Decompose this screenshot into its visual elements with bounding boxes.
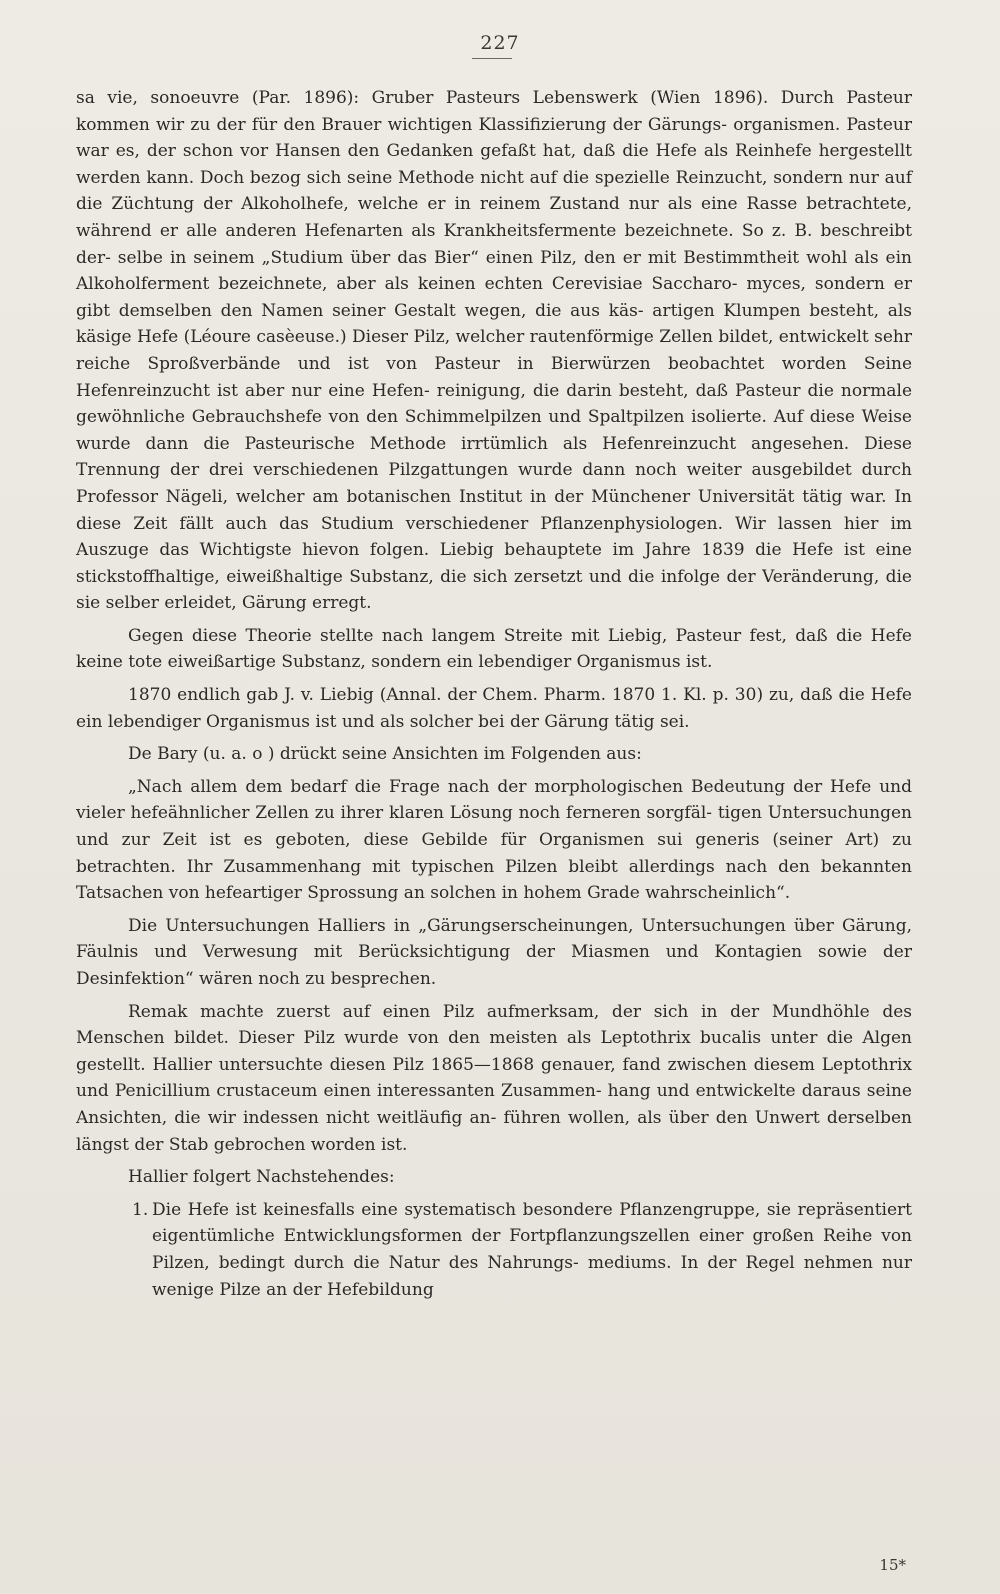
paragraph-liebig-1870: 1870 endlich gab J. v. Liebig (Annal. der Chem. Pharm. 1870 1. Kl. p. 30) zu, daß die Hefe ein lebendiger Organismus ist und als solcher bei der Gärung tätig sei. — [76, 685, 912, 732]
paragraph-remak: Remak machte zuerst auf einen Pilz aufmerksam, der sich in der Mundhöhle des Menschen bildet. Dieser Pilz wurde von den meisten als Leptothrix bucalis unter die Algen gestellt. Hallier untersuchte diesen Pilz 1865—1868 genauer, fand zwischen diesem Leptothrix und Penicillium crustaceum einen interessanten Zusammen- hang und entwickelte daraus seine Ansichten, die wir indessen nicht weitläufig an- führen wollen, als über den Unwert derselben längst der Stab gebrochen worden ist. — [76, 1001, 912, 1155]
paragraph-hallier-studies: Die Untersuchungen Halliers in „Gärungserscheinungen, Untersuchungen über Gärung, Fäulnis und Verwesung mit Berücksichtigung der Miasmen und Kontagien sowie der Desinfektion“ wären noch zu besprechen. — [76, 915, 912, 989]
paragraph-pasteur-theory: Gegen diese Theorie stellte nach langem Streite mit Liebig, Pasteur fest, daß die Hefe keine tote eiweißartige Substanz, sondern ein lebendiger Organismus ist. — [76, 625, 912, 673]
paragraph-hallier-conclusion: Hallier folgert Nachstehendes: — [128, 1167, 395, 1188]
paragraph-de-bary-quote: „Nach allem dem bedarf die Frage nach der morphologischen Bedeutung der Hefe und vieler hefeähnlicher Zellen zu ihrer klaren Lösung noch ferneren sorgfäl- tigen Untersuchungen und zur Zeit ist es geboten, diese Gebilde für Organismen sui generis (seiner Art) zu betrachten. Ihr Zusammenhang mit typischen Pilzen bleibt allerdings nach den bekannten Tatsachen von hefeartiger Sprossung an solchen in hohem Grade wahrscheinlich“. — [76, 776, 912, 904]
page-number-rule — [472, 58, 512, 59]
body-text — [76, 85, 912, 1303]
paragraph-continuation: sa vie, sonoeuvre (Par. 1896): Gruber Pasteurs Lebenswerk (Wien 1896). Durch Pasteur kommen wir zu der für den Brauer wichtigen Klassifizierung der Gärungs- organismen. Pasteur war es, der schon vor Hansen den Gedanken gefaßt hat, daß die Hefe als Reinhefe hergestellt werden kann. Doch bezog sich seine Methode nicht auf die spezielle Reinzucht, sondern nur auf die Züchtung der Alkoholhefe, welche er in reinem Zustand nur als eine Rasse betrachtete, während er alle anderen Hefenarten als Krankheitsfermente bezeichnete. So z. B. beschreibt der- selbe in seinem „Studium über das Bier“ einen Pilz, den er mit Bestimmtheit wohl als ein Alkoholferment bezeichnete, aber als keinen echten Cerevisiae Saccharo- myces, sondern er gibt demselben den Namen seiner Gestalt wegen, die aus käs- artigen Klumpen besteht, als käsige Hefe (Léoure casèeuse.) Dieser Pilz, welcher rautenförmige Zellen bildet, entwickelt sehr reiche Sproßverbände und ist von Pasteur in Bierwürzen beobachtet worden Seine Hefenreinzucht ist aber nur eine Hefen- reinigung, die darin besteht, daß Pasteur die normale gewöhnliche Gebrauchshefe von den Schimmelpilzen und Spaltpilzen isolierte. Auf diese Weise wurde dann die Pasteurische Methode irrtümlich als Hefenreinzucht angesehen. Diese Trennung der drei verschiedenen Pilzgattungen wurde dann noch weiter ausgebildet durch Professor Nägeli, welcher am botanischen Institut in der Münchener Universität tätig war. In diese Zeit fällt auch das Studium verschiedener Pflanzenphysiologen. Wir lassen hier im Auszuge das Wichtigste hievon folgen. Liebig behauptete im Jahre 1839 die Hefe ist eine stickstoffhaltige, eiweißhaltige Substanz, die sich zersetzt und die infolge der Veränderung, die sie selber erleidet, Gärung erregt. — [76, 88, 912, 614]
printer-signature: 15* — [879, 1556, 906, 1574]
paragraph-de-bary-intro: De Bary (u. a. o ) drückt seine Ansichten im Folgenden aus: — [128, 744, 642, 765]
list-item-number: 1. — [132, 1199, 149, 1220]
list-item-text: Die Hefe ist keinesfalls eine systematisch besondere Pflanzengruppe, sie repräsentiert eigentümliche Entwicklungsformen der Fortpflanzungszellen einer großen Reihe von Pilzen, bedingt durch die Natur des Nahrungs- mediums. In der Regel nehmen nur wenige Pilze an der Hefebildung — [152, 1199, 912, 1300]
page-number: 227 — [480, 32, 520, 54]
list-item — [76, 1197, 912, 1303]
